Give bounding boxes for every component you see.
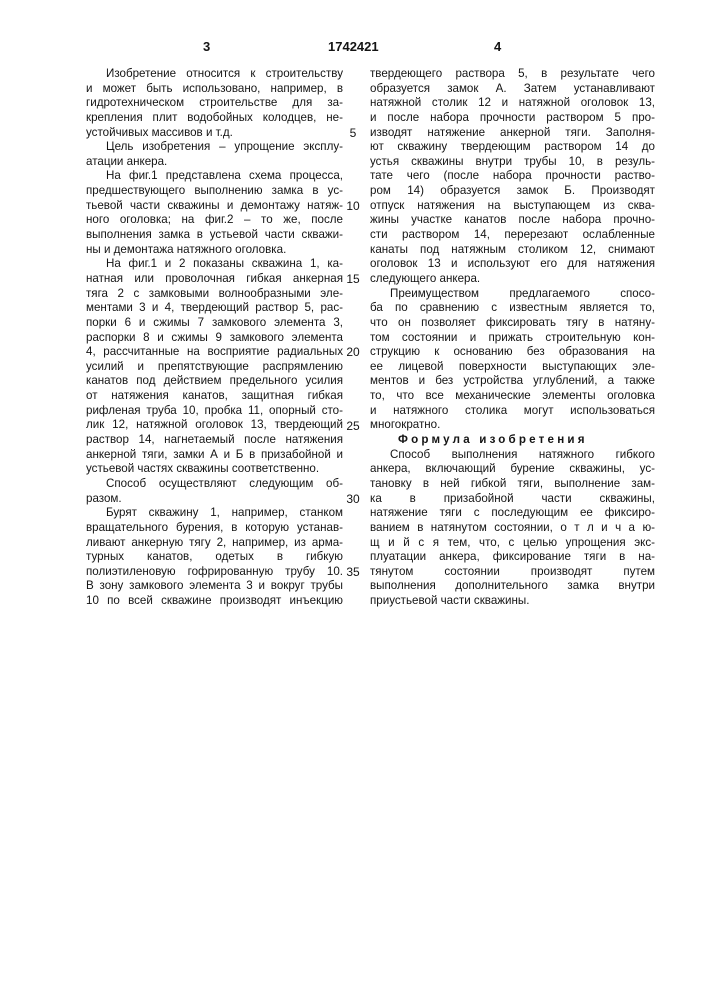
line-number: 30 (343, 492, 363, 507)
text-line: тьевой части скважины и демонтажу натяж- (86, 199, 343, 214)
line-number: 35 (343, 565, 363, 580)
paragraph (370, 287, 655, 433)
text-line: и натяжного столика могут использоваться (370, 404, 655, 419)
paragraph (86, 257, 343, 477)
text-line: разом. (86, 492, 343, 507)
text-line: предшествующего выполнению замка в ус- (86, 184, 343, 199)
right-text-column (370, 67, 655, 609)
paragraph (370, 67, 655, 287)
text-line: следующего анкера. (370, 272, 655, 287)
line-number: 5 (343, 126, 363, 141)
text-line: ром 14) образуется замок Б. Производят (370, 184, 655, 199)
text-line: ментами 3 и 4, твердеющий раствор 5, рас- (86, 301, 343, 316)
text-line: устья скважины внутри трубы 10, в резуль- (370, 155, 655, 170)
text-line: раствор 14, нагнетаемый после натяжения (86, 433, 343, 448)
line-number: 10 (343, 199, 363, 214)
text-line: приустьевой части скважины. (370, 594, 655, 609)
paragraph (86, 67, 343, 140)
text-line: ны и демонтажа натяжного оголовка. (86, 243, 343, 258)
text-line: канаты под натяжным столиком 12, снимают (370, 243, 655, 258)
paragraph (86, 140, 343, 169)
text-line: ментов и без устройства углублений, а также (370, 374, 655, 389)
text-line: ба по сравнению с известным является то, (370, 301, 655, 316)
text-line: 4, рассчитанные на восприятие радиальных (86, 345, 343, 360)
text-line: канатов под действием предельного усилия (86, 374, 343, 389)
text-line: В зону замкового элемента 3 и вокруг трубы (86, 579, 343, 594)
text-line: лик 12, натяжной оголовок 13, твердеющий (86, 418, 343, 433)
text-line: Способ выполнения натяжного гибкого (370, 448, 655, 463)
text-line: образуется замок А. Затем устанавливают (370, 82, 655, 97)
text-line: Бурят скважину 1, например, станком (86, 506, 343, 521)
text-line: анкерной тяги, замки А и Б в призабойной и (86, 448, 343, 463)
line-number: 15 (343, 272, 363, 287)
text-line: устьевой частях скважины соответственно. (86, 462, 343, 477)
text-line: оголовок 13 и используют его для натяжения (370, 257, 655, 272)
text-line: и после набора прочности раствором 5 про- (370, 111, 655, 126)
line-number: 20 (343, 345, 363, 360)
text-line: щ и й с я тем, что, с целью упрощения экс- (370, 536, 655, 551)
page-number-left: 3 (203, 39, 210, 54)
paragraph (86, 506, 343, 608)
text-line: струкцию к основанию без образования на (370, 345, 655, 360)
text-line: атации анкера. (86, 155, 343, 170)
text-line: порки 6 и сжимы 7 замкового элемента 3, (86, 316, 343, 331)
text-line: твердеющего раствора 5, в результате чего (370, 67, 655, 82)
text-line: крепления плит водобойных колодцев, не- (86, 111, 343, 126)
text-line: и может быть использовано, например, в (86, 82, 343, 97)
section-heading (370, 433, 655, 448)
text-line: тяга 2 с замковыми волнообразными эле- (86, 287, 343, 302)
text-line: многократно. (370, 418, 655, 433)
text-line: то, что все механические элементы оголовка (370, 389, 655, 404)
text-line: Преимуществом предлагаемого спосо- (370, 287, 655, 302)
text-line: анкера, включающий бурение скважины, ус- (370, 462, 655, 477)
text-line: 10 по всей скважине производят инъекцию (86, 594, 343, 609)
text-line: турных канатов, одетых в гибкую (86, 550, 343, 565)
text-line: Изобретение относится к строительству (86, 67, 343, 82)
text-line: ванием в натянутом состоянии, о т л и ч а ю- (370, 521, 655, 536)
text-line: выполнения замка в устьевой части скважи- (86, 228, 343, 243)
text-line: что он позволяет фиксировать тягу в натяну- (370, 316, 655, 331)
text-line: ее лицевой поверхности выступающих эле- (370, 360, 655, 375)
text-line: На фиг.1 представлена схема процесса, (86, 169, 343, 184)
text-line: ного оголовка; на фиг.2 – то же, после (86, 213, 343, 228)
line-number: 25 (343, 419, 363, 434)
text-line: тановку в ней гибкой тяги, выполнение зам- (370, 477, 655, 492)
text-line: ливают анкерную тягу 2, например, из арма- (86, 536, 343, 551)
text-line: ют скважину твердеющим раствором 14 до (370, 140, 655, 155)
patent-number: 1742421 (328, 39, 379, 54)
text-line: полиэтиленовую гофрированную трубу 10. (86, 565, 343, 580)
text-line: натяжение тяги с последующим ее фиксиро- (370, 506, 655, 521)
text-line: Способ осуществляют следующим об- (86, 477, 343, 492)
text-line: тате чего (после набора прочности раство- (370, 169, 655, 184)
text-line: рифленая труба 10, пробка 11, опорный сто- (86, 404, 343, 419)
text-line: натная или проволочная гибкая анкерная (86, 272, 343, 287)
text-line: Формула изобретения (370, 433, 655, 448)
text-line: жины участке канатов после набора прочно- (370, 213, 655, 228)
text-line: сти раствором 14, перерезают ослабленные (370, 228, 655, 243)
page-number-right: 4 (494, 39, 501, 54)
text-line: том состоянии и прижать строительную кон- (370, 331, 655, 346)
text-line: распорки 8 и сжимы 9 замкового элемента (86, 331, 343, 346)
text-line: вращательного бурения, в которую устанав- (86, 521, 343, 536)
left-text-column (86, 67, 343, 609)
text-line: устойчивых массивов и т.д. (86, 126, 343, 141)
text-line: тянутом состоянии производят путем (370, 565, 655, 580)
text-line: от натяжения канатов, защитная гибкая (86, 389, 343, 404)
text-line: плуатации анкера, фиксирование тяги в на- (370, 550, 655, 565)
paragraph (86, 477, 343, 506)
text-line: выполнения дополнительного замка внутри (370, 579, 655, 594)
text-line: натяжной столик 12 и натяжной оголовок 13, (370, 96, 655, 111)
text-line: Цель изобретения – упрощение эксплу- (86, 140, 343, 155)
text-line: ка в призабойной части скважины, (370, 492, 655, 507)
text-line: усилий и препятствующие распрямлению (86, 360, 343, 375)
paragraph (86, 169, 343, 257)
text-line: отпуск натяжения на выступающем из сква- (370, 199, 655, 214)
text-line: гидротехническом строительстве для за- (86, 96, 343, 111)
text-line: изводят натяжение анкерной тяги. Заполня- (370, 126, 655, 141)
text-line: На фиг.1 и 2 показаны скважина 1, ка- (86, 257, 343, 272)
paragraph (370, 448, 655, 609)
